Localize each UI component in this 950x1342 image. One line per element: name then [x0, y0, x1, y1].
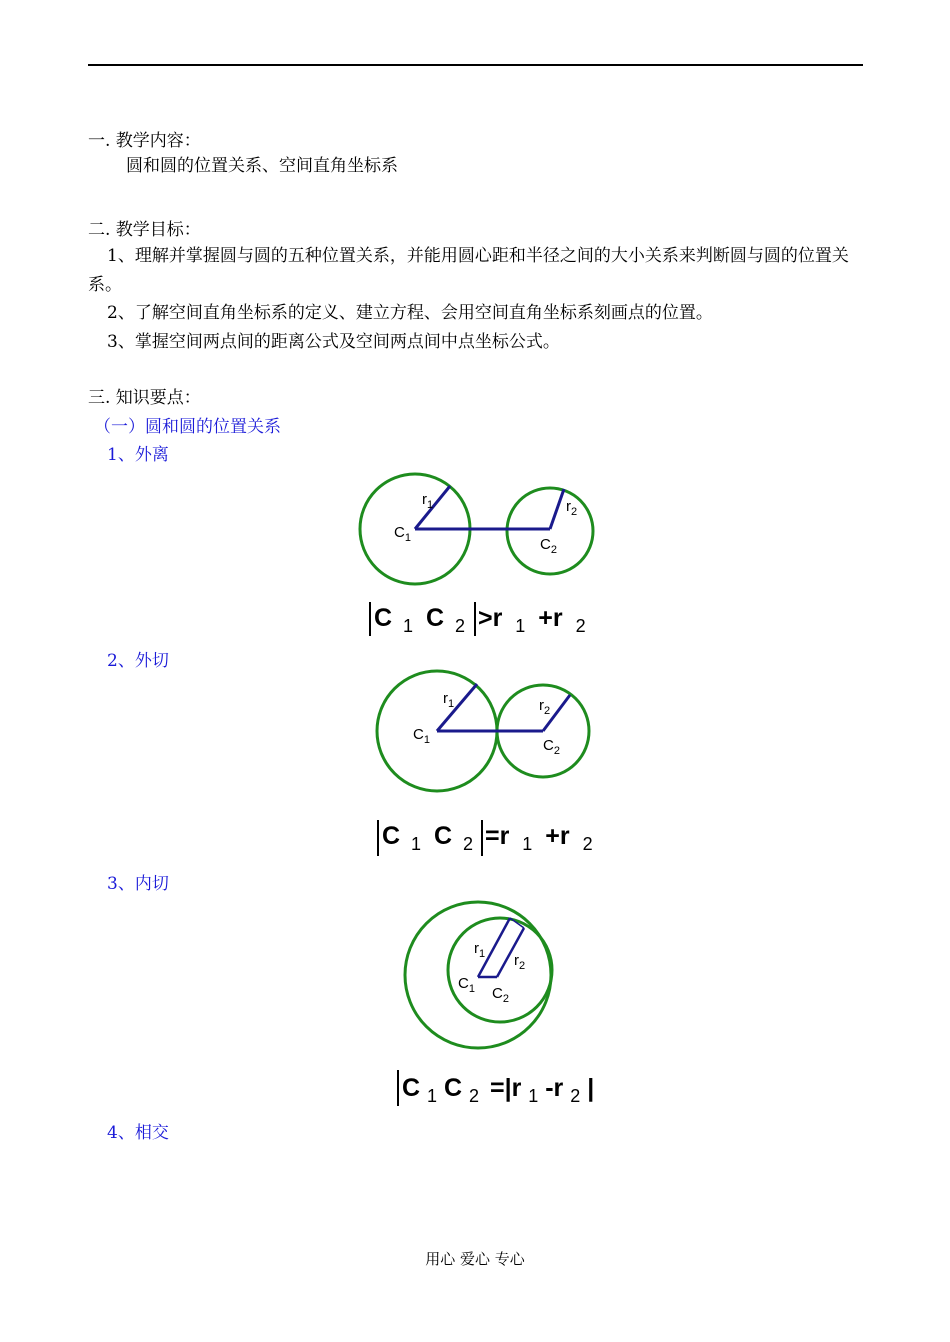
svg-text:C 1 C 2: C $_1$ C $_2$: [374, 604, 466, 636]
svg-text:C2: $C_2$: [540, 536, 557, 556]
c1-label: C: [394, 524, 405, 541]
internal-tangent-diagram: [400, 895, 560, 1055]
svg-text:>r 1 +r 2: >r $_1$ +r $_2$: [478, 604, 586, 636]
header-rule: [88, 64, 863, 66]
svg-text:r2: $r_2$: [514, 952, 526, 972]
svg-text:C2: $C_2$: [492, 985, 509, 1005]
svg-text:=r 1 +r 2: =r $_1$ +r $_2$: [485, 822, 593, 854]
section1-heading: 一. 教学内容：: [88, 131, 201, 151]
section2-heading: 二. 教学目标：: [88, 220, 201, 240]
svg-text:r1: $r_1$: [422, 491, 434, 511]
svg-text:r1: $r_1$: [443, 690, 455, 710]
page-footer: 用心 爱心 专心: [425, 1250, 525, 1268]
r2-label: r: [566, 498, 571, 515]
svg-text:C1: $C_1$: [394, 524, 411, 544]
formula-2: [370, 814, 600, 860]
case-3-title: 3、内切: [107, 874, 169, 894]
external-separation-diagram: [350, 470, 600, 590]
svg-text:C1: $C_1$: [458, 975, 475, 995]
section3-subheading: （一）圆和圆的位置关系: [94, 417, 281, 437]
formula-1: [360, 596, 600, 642]
section1-content: 圆和圆的位置关系、空间直角坐标系: [126, 156, 398, 176]
case-4-title: 4、相交: [107, 1123, 169, 1143]
svg-text:C1: $C_1$: [413, 726, 430, 746]
case-2-title: 2、外切: [107, 651, 169, 671]
svg-text:C 1 C 2 =|r: C $_1$ C $_2$ =|r $_1$ -r $_2$ |: [402, 1074, 595, 1106]
svg-text:C2: $C_2$: [543, 737, 560, 757]
section3-heading: 三. 知识要点：: [88, 388, 201, 408]
circle-c2: [507, 488, 593, 574]
svg-text:r1: $r_1$: [474, 940, 486, 960]
svg-text:r2: $r_2$: [539, 697, 551, 717]
formula-3: [390, 1064, 595, 1110]
goal-3: 3、掌握空间两点间的距离公式及空间两点间中点坐标公式。: [107, 332, 560, 352]
svg-text:r2: $r_2$: [566, 498, 578, 518]
case-1-title: 1、外离: [107, 445, 169, 465]
svg-text:C 1 C 2: C $_1$ C $_2$: [382, 822, 474, 854]
radius-r2: [550, 489, 564, 529]
c2-label: C: [540, 536, 551, 553]
goal-2: 2、了解空间直角坐标系的定义、建立方程、会用空间直角坐标系刻画点的位置。: [107, 303, 713, 323]
r1-label: r: [422, 491, 427, 508]
goal-1: 1、理解并掌握圆与圆的五种位置关系，并能用圆心距和半径之间的大小关系来判断圆与圆的位置关系。: [88, 246, 849, 295]
external-tangent-diagram: [365, 665, 600, 793]
